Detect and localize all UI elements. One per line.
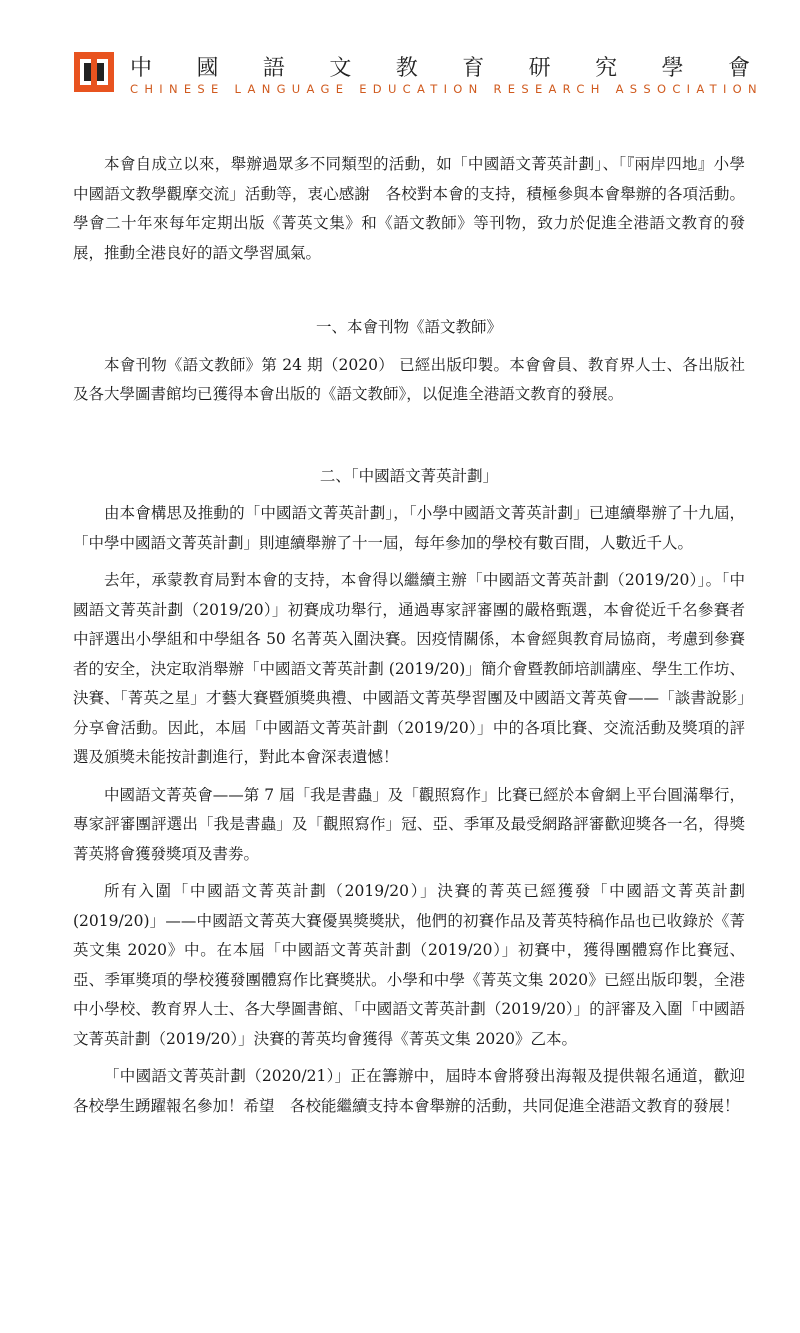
organization-logo-icon	[74, 52, 114, 92]
section-2-paragraph: 去年，承蒙教育局對本會的支持，本會得以繼續主辦「中國語文菁英計劃（2019/20）」。「中國語文菁英計劃（2019/20）」初賽成功舉行，通過專家評審團的嚴格甄選，本會從近千名參賽者中評選出小學組和中學組各 50 名菁英入圍決賽。因疫情關係，本會經與教育局協商，考慮到參賽者的安全，決定取消舉辦「中國語文菁英計劃 (2019/20)」簡介會暨教師培訓講座、學生工作坊、決賽、「菁英之星」才藝大賽暨頒獎典禮、中國語文菁英學習團及中國語文菁英會——「談書說影」分享會活動。因此，本屆「中國語文菁英計劃（2019/20）」中的各項比賽、交流活動及獎項的評選及頒獎未能按計劃進行，對此本會深表遺憾！	[73, 571, 745, 766]
intro-paragraph: 本會自成立以來，舉辦過眾多不同類型的活動，如「中國語文菁英計劃」、「『兩岸四地』小學中國語文教學觀摩交流」活動等，衷心感謝 各校對本會的支持，積極參與本會舉辦的各項活動。學會二十年來每年定期出版《菁英文集》和《語文教師》等刊物，致力於促進全港語文教育的發展，推動全港良好的語文學習風氣。	[73, 155, 745, 262]
section-2-paragraph: 中國語文菁英會——第 7 屆「我是書蟲」及「觀照寫作」比賽已經於本會網上平台圓滿舉行，專家評審團評選出「我是書蟲」及「觀照寫作」冠、亞、季軍及最受網路評審歡迎獎各一名，得獎菁英將會獲發獎項及書劵。	[73, 785, 745, 863]
letterhead	[72, 52, 763, 102]
org-name-char: 會	[727, 56, 750, 81]
organization-name-english: CHINESE LANGUAGE EDUCATION RESEARCH ASSOCIATION	[130, 82, 763, 96]
section-2-heading: 二、「中國語文菁英計劃」	[319, 466, 499, 485]
org-name-char: 研	[528, 56, 551, 81]
org-name-char: 語	[262, 56, 285, 81]
org-name-char: 文	[329, 56, 352, 81]
section-1-paragraph: 本會刊物《語文教師》第 24 期（2020） 已經出版印製。本會會員、教育界人士、各出版社及各大學圖書館均已獲得本會出版的《語文教師》，以促進全港語文教育的發展。	[73, 355, 746, 403]
organization-name-chinese	[130, 56, 750, 82]
section-2-paragraph: 由本會構思及推動的「中國語文菁英計劃」，「小學中國語文菁英計劃」已連續舉辦了十九屆，「中學中國語文菁英計劃」則連續舉辦了十一屆，每年參加的學校有數百間，人數近千人。	[73, 504, 745, 552]
org-name-char: 國	[196, 56, 219, 81]
letter-body	[73, 150, 745, 1121]
org-name-char: 究	[595, 56, 618, 81]
org-name-char: 教	[395, 56, 418, 81]
section-2-paragraph: 所有入圍「中國語文菁英計劃（2019/20）」決賽的菁英已經獲發「中國語文菁英計劃(2019/20)」——中國語文菁英大賽優異獎獎狀，他們的初賽作品及菁英特稿作品也已收錄於《菁英文集 2020》中。在本屆「中國語文菁英計劃（2019/20）」初賽中，獲得團體寫作比賽冠、亞、季軍獎項的學校獲發團體寫作比賽獎狀。小學和中學《菁英文集 2020》已經出版印製，全港中小學校、教育界人士、各大學圖書館、「中國語文菁英計劃（2019/20）」的評審及入圍「中國語文菁英計劃（2019/20）」決賽的菁英均會獲得《菁英文集 2020》乙本。	[73, 882, 745, 1048]
section-2-paragraph: 「中國語文菁英計劃（2020/21）」正在籌辦中，屆時本會將發出海報及提供報名通道，歡迎各校學生踴躍報名參加！希望 各校能繼續支持本會舉辦的活動，共同促進全港語文教育的發展！	[73, 1067, 745, 1115]
org-name-char: 學	[661, 56, 684, 81]
section-1-heading: 一、本會刊物《語文教師》	[315, 318, 502, 336]
org-name-char: 中	[130, 56, 153, 81]
org-name-char: 育	[462, 56, 485, 81]
